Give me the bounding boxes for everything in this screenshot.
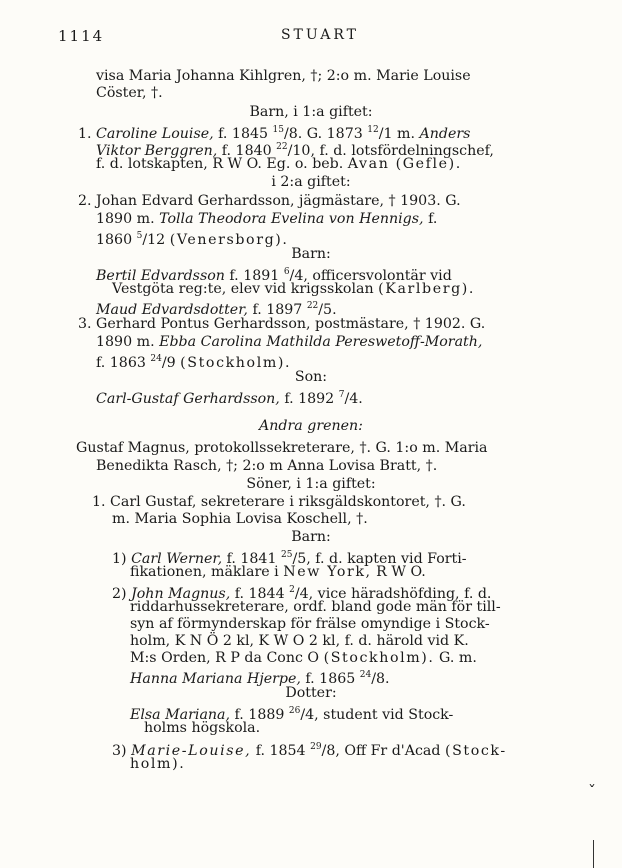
text-line-l19 bbox=[96, 387, 363, 408]
text-run: /4, officersvolontär vid bbox=[289, 268, 452, 284]
text-run: 12 bbox=[367, 125, 379, 135]
text-run: John Magnus, bbox=[131, 586, 231, 602]
text-run: Hanna Mariana Hjerpe, bbox=[130, 671, 301, 687]
text-run: /4, vice häradshöfding, f. d. bbox=[294, 586, 492, 602]
text-line-l09 bbox=[96, 211, 437, 228]
text-run: /9 bbox=[161, 355, 181, 371]
text-run: Söner, i 1:a giftet: bbox=[246, 476, 376, 492]
text-run: Maud Edvardsdotter, bbox=[96, 302, 248, 318]
text-run: 5 bbox=[136, 231, 143, 241]
text-run: f. 1854 bbox=[251, 743, 311, 759]
text-run: f. 1889 bbox=[230, 707, 289, 723]
text-run: 2 bbox=[289, 585, 295, 595]
text-line-l26 bbox=[0, 529, 622, 546]
text-line-l11 bbox=[0, 246, 622, 263]
text-run: Dotter: bbox=[285, 685, 337, 701]
text-run: Cöster, †. bbox=[96, 85, 163, 101]
text-run: 22 bbox=[276, 142, 288, 152]
text-run: Elsa Mariana, bbox=[130, 707, 231, 723]
text-run: Anders bbox=[419, 126, 471, 142]
text-run: (Venersborg). bbox=[169, 232, 289, 248]
text-run: f. 1845 bbox=[213, 126, 273, 142]
text-run: (Stockholm). bbox=[323, 650, 435, 666]
text-run: 29 bbox=[310, 742, 322, 752]
text-run: (Stock- bbox=[444, 743, 507, 759]
text-run: /1 m. bbox=[378, 126, 420, 142]
text-line-l33 bbox=[130, 650, 477, 667]
text-run: f. 1844 bbox=[230, 586, 290, 602]
page-header bbox=[58, 27, 582, 47]
text-run: Andra grenen: bbox=[259, 418, 363, 434]
text-run: 15 bbox=[272, 125, 284, 135]
text-run: Vestgöta reg:te, elev vid krigsskolan bbox=[112, 281, 379, 297]
text-run: 2. Johan Edvard Gerhardsson, jägmästare, † 1903. G. bbox=[78, 193, 461, 209]
text-run: G. m. bbox=[434, 650, 477, 666]
text-run: /4, student vid Stock- bbox=[300, 707, 454, 723]
margin-mark: ˇ bbox=[588, 782, 596, 801]
text-run: 1) bbox=[112, 551, 132, 567]
text-run: fikationen, mäklare i bbox=[130, 564, 284, 580]
text-line-l28 bbox=[130, 564, 426, 581]
text-run: 6 bbox=[283, 267, 290, 277]
text-run: Caroline Louise, bbox=[96, 126, 214, 142]
text-line-l16 bbox=[96, 334, 482, 351]
text-line-l25 bbox=[112, 511, 368, 528]
text-run: 7 bbox=[338, 390, 345, 400]
text-run: holm, K N Ö 2 kl, K W O 2 kl, f. d. härold vid K. bbox=[130, 633, 469, 649]
text-line-l01 bbox=[96, 68, 471, 85]
text-run: visa Maria Johanna Kihlgren, †; 2:o m. Marie Louise bbox=[96, 68, 471, 84]
text-line-l02 bbox=[96, 85, 163, 102]
text-run: 1890 m. bbox=[96, 211, 160, 227]
text-run: Gustaf Magnus, protokollssekreterare, †. G. 1:o m. Maria bbox=[76, 440, 488, 456]
text-line-l30 bbox=[130, 599, 501, 616]
text-run: /12 bbox=[142, 232, 170, 248]
text-run: 1860 bbox=[96, 232, 137, 248]
text-run: 22 bbox=[306, 301, 319, 311]
text-run: Barn: bbox=[291, 529, 331, 545]
text-line-l08 bbox=[78, 193, 461, 210]
text-line-l03 bbox=[0, 104, 622, 121]
text-run: i 2:a giftet: bbox=[271, 174, 351, 190]
text-line-l24 bbox=[92, 494, 466, 511]
text-run: 24 bbox=[359, 670, 372, 680]
text-run: /8, Off Fr d'Acad bbox=[321, 743, 445, 759]
text-run: riddarhussekreterare, ordf. bland gode män för till- bbox=[130, 599, 501, 615]
text-line-l18 bbox=[0, 369, 622, 386]
text-run: (Stockholm). bbox=[180, 355, 292, 371]
text-run: /8. G. 1873 bbox=[283, 126, 368, 142]
text-run: New York, bbox=[283, 564, 372, 580]
text-run: 24 bbox=[150, 354, 162, 364]
text-run: 25 bbox=[280, 550, 293, 560]
text-run: f. 1897 bbox=[247, 302, 307, 318]
text-run: 3. Gerhard Pontus Gerhardsson, postmästare, † 1902. G. bbox=[78, 316, 486, 332]
text-run: Ebba Carolina Mathilda Pereswetoff-Morath, bbox=[159, 334, 483, 350]
text-line-l20 bbox=[0, 418, 622, 435]
text-line-l37 bbox=[144, 720, 260, 737]
text-run: 3) bbox=[112, 743, 132, 759]
text-line-l15 bbox=[78, 316, 485, 333]
text-line-l32 bbox=[130, 633, 469, 650]
text-line-l07 bbox=[0, 174, 622, 191]
text-run: 1. bbox=[78, 126, 97, 142]
text-run: Marie-Louise, bbox=[131, 743, 252, 759]
page-edge-rule bbox=[593, 840, 594, 868]
text-run: f. 1892 bbox=[279, 391, 339, 407]
text-run: R W O. bbox=[371, 564, 426, 580]
text-run: /4. bbox=[344, 391, 363, 407]
text-run: f. 1891 bbox=[224, 268, 284, 284]
text-run: f. d. lotskapten, R W O. Eg. o. beb. bbox=[96, 156, 348, 172]
running-head: STUART bbox=[280, 27, 360, 43]
text-line-l35 bbox=[0, 685, 622, 702]
text-line-l39 bbox=[130, 756, 185, 773]
text-run: Carl Werner, bbox=[131, 551, 223, 567]
text-line-l13 bbox=[112, 281, 475, 298]
text-run: 26 bbox=[288, 706, 301, 716]
text-run: Benedikta Rasch, †; 2:o m Anna Lovisa Bratt, †. bbox=[96, 458, 438, 474]
text-run: syn af förmynderskap för frälse omyndige i Stock- bbox=[130, 616, 490, 632]
text-run: Tolla Theodora Evelina von Hennigs, bbox=[159, 211, 424, 227]
text-run: f. 1841 bbox=[222, 551, 281, 567]
text-run: 1. Carl Gustaf, sekreterare i riksgäldskontoret, †. G. bbox=[92, 494, 466, 510]
text-run: Bertil Edvardsson bbox=[96, 268, 225, 284]
text-line-l22 bbox=[96, 458, 437, 475]
text-run: Barn: bbox=[291, 246, 331, 262]
text-run: /8. bbox=[371, 671, 390, 687]
text-run: holm). bbox=[130, 756, 186, 772]
text-line-l31 bbox=[130, 616, 490, 633]
page-number: 1114 bbox=[58, 27, 105, 45]
text-run: Avan (Gefle). bbox=[347, 156, 462, 172]
text-run: Viktor Berggren, bbox=[96, 143, 218, 159]
text-run: (Karlberg). bbox=[378, 281, 476, 297]
text-run: 1890 m. bbox=[96, 334, 160, 350]
text-run: f. bbox=[423, 211, 438, 227]
text-run: f. 1863 bbox=[96, 355, 151, 371]
text-line-l23 bbox=[0, 476, 622, 493]
text-run: Barn, i 1:a giftet: bbox=[249, 104, 373, 120]
text-line-l21 bbox=[76, 440, 488, 457]
text-run: Son: bbox=[294, 369, 328, 385]
text-run: f. 1865 bbox=[300, 671, 360, 687]
text-run: /5. bbox=[318, 302, 337, 318]
text-run: Carl-Gustaf Gerhardsson, bbox=[96, 391, 280, 407]
text-run: m. Maria Sophia Lovisa Koschell, †. bbox=[112, 511, 368, 527]
text-run: M:s Orden, R P da Conc O bbox=[130, 650, 324, 666]
text-run: f. 1840 bbox=[217, 143, 277, 159]
text-line-l06 bbox=[96, 156, 462, 173]
text-run: holms högskola. bbox=[144, 720, 261, 736]
text-run: /5, f. d. kapten vid Forti- bbox=[292, 551, 467, 567]
text-run: /10, f. d. lotsfördelningschef, bbox=[287, 143, 494, 159]
text-run: 2) bbox=[112, 586, 132, 602]
